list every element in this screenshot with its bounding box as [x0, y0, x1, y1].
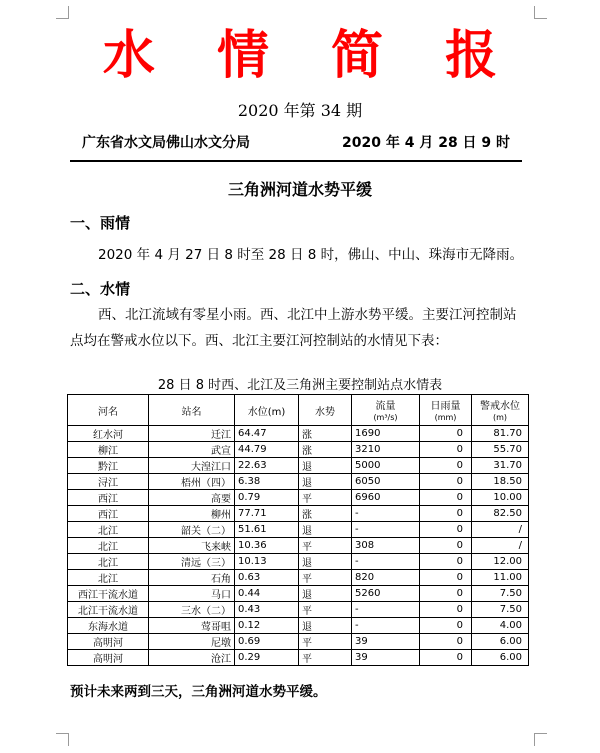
cell-flow: 6050	[352, 474, 420, 490]
table-row	[68, 602, 529, 618]
cell-trend: 平	[299, 650, 352, 666]
crop-mark-bottom-right	[534, 733, 547, 746]
cell-trend: 退	[299, 474, 352, 490]
table-row	[68, 458, 529, 474]
cell-level: 6.38	[235, 474, 299, 490]
cell-river: 北江干流水道	[68, 602, 149, 618]
cell-station: 柳州	[149, 506, 235, 522]
cell-station: 三水（二）	[149, 602, 235, 618]
cell-flow: 1690	[352, 426, 420, 442]
cell-level: 64.47	[235, 426, 299, 442]
table-row	[68, 554, 529, 570]
cell-warning: 81.70	[472, 426, 529, 442]
cell-warning: 7.50	[472, 586, 529, 602]
cell-rain: 0	[420, 538, 472, 554]
cell-level: 10.13	[235, 554, 299, 570]
cell-flow: 6960	[352, 490, 420, 506]
cell-trend: 平	[299, 538, 352, 554]
cell-river: 柳江	[68, 442, 149, 458]
issuing-organization: 广东省水文局佛山水文分局	[82, 135, 250, 151]
cell-flow: -	[352, 522, 420, 538]
cell-level: 0.79	[235, 490, 299, 506]
table-row	[68, 634, 529, 650]
bulletin-title: 水 情 简 报	[102, 25, 520, 86]
cell-rain: 0	[420, 506, 472, 522]
cell-level: 0.43	[235, 602, 299, 618]
cell-rain: 0	[420, 554, 472, 570]
cell-station: 大湟江口	[149, 458, 235, 474]
water-level-table	[67, 394, 529, 666]
cell-trend: 涨	[299, 426, 352, 442]
cell-flow: -	[352, 618, 420, 634]
cell-station: 石角	[149, 570, 235, 586]
cell-level: 44.79	[235, 442, 299, 458]
cell-trend: 涨	[299, 442, 352, 458]
cell-station: 尼墩	[149, 634, 235, 650]
cell-river: 红水河	[68, 426, 149, 442]
cell-level: 51.61	[235, 522, 299, 538]
cell-flow: 39	[352, 650, 420, 666]
table-row	[68, 426, 529, 442]
header-divider	[70, 160, 522, 162]
cell-river: 高明河	[68, 650, 149, 666]
cell-level: 77.71	[235, 506, 299, 522]
cell-level: 0.69	[235, 634, 299, 650]
cell-river: 北江	[68, 538, 149, 554]
cell-trend: 涨	[299, 506, 352, 522]
cell-warning: 10.00	[472, 490, 529, 506]
cell-level: 10.36	[235, 538, 299, 554]
col-header-river: 河名	[68, 395, 149, 426]
cell-warning: 31.70	[472, 458, 529, 474]
cell-station: 武宣	[149, 442, 235, 458]
cell-rain: 0	[420, 570, 472, 586]
cell-flow: -	[352, 506, 420, 522]
cell-level: 0.63	[235, 570, 299, 586]
cell-river: 西江	[68, 490, 149, 506]
table-row	[68, 570, 529, 586]
col-header-trend: 水势	[299, 395, 352, 426]
cell-river: 东海水道	[68, 618, 149, 634]
cell-river: 西江干流水道	[68, 586, 149, 602]
cell-warning: 55.70	[472, 442, 529, 458]
cell-rain: 0	[420, 634, 472, 650]
table-row	[68, 474, 529, 490]
cell-rain: 0	[420, 618, 472, 634]
cell-rain: 0	[420, 442, 472, 458]
cell-station: 飞来峡	[149, 538, 235, 554]
cell-trend: 平	[299, 602, 352, 618]
table-row	[68, 442, 529, 458]
col-header-rain: 日雨量 (mm)	[420, 395, 472, 426]
cell-trend: 退	[299, 586, 352, 602]
cell-rain: 0	[420, 458, 472, 474]
cell-rain: 0	[420, 586, 472, 602]
col-header-flow: 流量 (m³/s)	[352, 395, 420, 426]
cell-warning: /	[472, 522, 529, 538]
cell-station: 梧州（四）	[149, 474, 235, 490]
cell-warning: 4.00	[472, 618, 529, 634]
table-header-row	[68, 395, 529, 426]
cell-flow: 308	[352, 538, 420, 554]
cell-station: 沧江	[149, 650, 235, 666]
headline: 三角洲河道水势平缓	[227, 180, 372, 199]
cell-river: 黔江	[68, 458, 149, 474]
table-row	[68, 538, 529, 554]
cell-river: 北江	[68, 554, 149, 570]
cell-trend: 退	[299, 522, 352, 538]
forecast-text: 预计未来两到三天，三角洲河道水势平缓。	[70, 684, 327, 700]
table-row	[68, 586, 529, 602]
cell-river: 西江	[68, 506, 149, 522]
section-rain-text: 2020 年 4 月 27 日 8 时至 28 日 8 时，佛山、中山、珠海市无降雨。	[98, 247, 524, 263]
cell-warning: /	[472, 538, 529, 554]
cell-rain: 0	[420, 650, 472, 666]
col-header-station: 站名	[149, 395, 235, 426]
cell-trend: 退	[299, 554, 352, 570]
cell-warning: 18.50	[472, 474, 529, 490]
cell-flow: 820	[352, 570, 420, 586]
section-water-text: 西、北江流域有零星小雨。西、北江中上游水势平缓。主要江河控制站点均在警戒水位以下。西、北江主要江河控制站的水情见下表：	[70, 307, 517, 349]
crop-mark-bottom-left	[56, 733, 69, 746]
cell-rain: 0	[420, 602, 472, 618]
issue-number: 2020 年第 34 期	[237, 101, 363, 120]
cell-station: 莺哥咀	[149, 618, 235, 634]
cell-river: 浔江	[68, 474, 149, 490]
cell-flow: 5260	[352, 586, 420, 602]
cell-rain: 0	[420, 522, 472, 538]
table-row	[68, 522, 529, 538]
cell-warning: 82.50	[472, 506, 529, 522]
cell-trend: 平	[299, 570, 352, 586]
cell-river: 北江	[68, 522, 149, 538]
cell-trend: 退	[299, 458, 352, 474]
col-header-warning: 警戒水位 (m)	[472, 395, 529, 426]
crop-mark-top-right	[534, 6, 547, 19]
issue-datetime: 2020 年 4 月 28 日 9 时	[342, 135, 511, 151]
cell-flow: -	[352, 602, 420, 618]
cell-level: 0.29	[235, 650, 299, 666]
table-row	[68, 650, 529, 666]
section-water-heading: 二、水情	[70, 280, 131, 298]
cell-level: 0.44	[235, 586, 299, 602]
cell-warning: 11.00	[472, 570, 529, 586]
table-caption: 28 日 8 时西、北江及三角洲主要控制站点水情表	[157, 378, 443, 393]
cell-river: 北江	[68, 570, 149, 586]
table-row	[68, 490, 529, 506]
cell-river: 高明河	[68, 634, 149, 650]
cell-warning: 12.00	[472, 554, 529, 570]
col-header-level: 水位(m)	[235, 395, 299, 426]
cell-warning: 7.50	[472, 602, 529, 618]
cell-rain: 0	[420, 490, 472, 506]
cell-trend: 平	[299, 634, 352, 650]
cell-station: 韶关（二）	[149, 522, 235, 538]
cell-flow: 39	[352, 634, 420, 650]
cell-trend: 退	[299, 618, 352, 634]
cell-station: 高要	[149, 490, 235, 506]
table-row	[68, 506, 529, 522]
cell-station: 迁江	[149, 426, 235, 442]
cell-warning: 6.00	[472, 634, 529, 650]
cell-flow: 3210	[352, 442, 420, 458]
cell-station: 马口	[149, 586, 235, 602]
cell-rain: 0	[420, 426, 472, 442]
crop-mark-top-left	[56, 6, 69, 19]
cell-level: 22.63	[235, 458, 299, 474]
cell-flow: 5000	[352, 458, 420, 474]
cell-trend: 平	[299, 490, 352, 506]
cell-station: 清远（三）	[149, 554, 235, 570]
cell-warning: 6.00	[472, 650, 529, 666]
cell-flow: -	[352, 554, 420, 570]
cell-level: 0.12	[235, 618, 299, 634]
cell-rain: 0	[420, 474, 472, 490]
table-row	[68, 618, 529, 634]
section-rain-heading: 一、雨情	[70, 214, 131, 232]
